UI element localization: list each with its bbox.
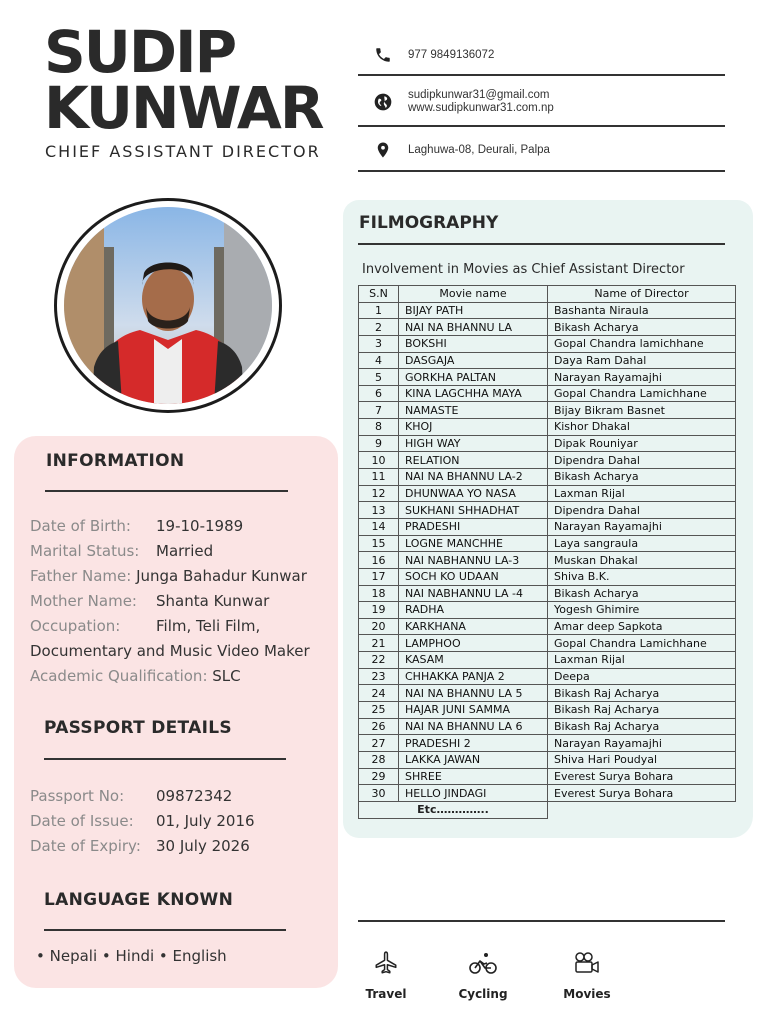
movie-name-cell: NAI NABHANNU LA -4 xyxy=(399,585,548,602)
serial-number-cell: 5 xyxy=(359,369,399,386)
table-row xyxy=(359,751,736,768)
hobby-travel xyxy=(346,950,426,1001)
issue-label: Date of Issue: xyxy=(30,812,134,830)
table-row xyxy=(359,668,736,685)
information-heading: INFORMATION xyxy=(46,451,185,471)
movie-name-cell: LAMPHOO xyxy=(399,635,548,652)
serial-number-cell: 18 xyxy=(359,585,399,602)
serial-number-cell: 24 xyxy=(359,685,399,702)
table-row xyxy=(359,485,736,502)
serial-number-cell: 25 xyxy=(359,702,399,719)
director-name-cell: Bikash Acharya xyxy=(548,585,736,602)
table-row xyxy=(359,518,736,535)
movie-name-cell: KHOJ xyxy=(399,419,548,436)
contact-phone xyxy=(358,36,725,76)
serial-number-cell: 15 xyxy=(359,535,399,552)
passport-no-value: 09872342 xyxy=(156,787,233,805)
director-name-cell: Laxman Rijal xyxy=(548,652,736,669)
movie-name-cell: RELATION xyxy=(399,452,548,469)
hobby-label: Cycling xyxy=(458,987,508,1001)
director-name-cell: Bikash Acharya xyxy=(548,469,736,486)
serial-number-cell: 11 xyxy=(359,469,399,486)
serial-number-cell: 16 xyxy=(359,552,399,569)
issue-value: 01, July 2016 xyxy=(156,812,255,830)
table-row xyxy=(359,369,736,386)
table-row xyxy=(359,335,736,352)
expiry-row xyxy=(30,837,250,855)
hobby-label: Movies xyxy=(563,987,611,1001)
column-header-director: Name of Director xyxy=(548,286,736,303)
profile-photo xyxy=(64,207,272,404)
movie-name-cell: LAKKA JAWAN xyxy=(399,751,548,768)
divider xyxy=(44,758,286,760)
serial-number-cell: 27 xyxy=(359,735,399,752)
column-header-sn: S.N xyxy=(359,286,399,303)
occupation-row xyxy=(30,617,261,635)
phone-number[interactable]: 977 9849136072 xyxy=(408,48,495,61)
serial-number-cell: 26 xyxy=(359,718,399,735)
dob-row xyxy=(30,517,244,535)
director-name-cell: Yogesh Ghimire xyxy=(548,602,736,619)
serial-number-cell: 22 xyxy=(359,652,399,669)
table-row xyxy=(359,685,736,702)
hobby-movies xyxy=(547,950,627,1001)
serial-number-cell: 21 xyxy=(359,635,399,652)
director-name-cell: Deepa xyxy=(548,668,736,685)
mother-value: Shanta Kunwar xyxy=(156,592,270,610)
serial-number-cell: 2 xyxy=(359,319,399,336)
director-name-cell: Bikash Raj Acharya xyxy=(548,702,736,719)
serial-number-cell: 3 xyxy=(359,335,399,352)
language-heading: LANGUAGE KNOWN xyxy=(44,890,234,910)
director-name-cell: Narayan Rayamajhi xyxy=(548,735,736,752)
marital-value: Married xyxy=(156,542,214,560)
serial-number-cell: 12 xyxy=(359,485,399,502)
passport-heading: PASSPORT DETAILS xyxy=(44,718,232,738)
academic-row xyxy=(30,667,241,685)
job-title: CHIEF ASSISTANT DIRECTOR xyxy=(45,142,321,161)
director-name-cell: Gopal Chandra Lamichhane xyxy=(548,635,736,652)
movie-name-cell: NAI NA BHANNU LA 5 xyxy=(399,685,548,702)
table-row xyxy=(359,552,736,569)
table-row xyxy=(359,718,736,735)
table-row xyxy=(359,602,736,619)
director-name-cell: Dipendra Dahal xyxy=(548,452,736,469)
movie-name-cell: HELLO JINDAGI xyxy=(399,785,548,802)
mother-label: Mother Name: xyxy=(30,592,137,610)
dob-label: Date of Birth: xyxy=(30,517,131,535)
serial-number-cell: 4 xyxy=(359,352,399,369)
table-row xyxy=(359,419,736,436)
movie-name-cell: DHUNWAA YO NASA xyxy=(399,485,548,502)
mother-row xyxy=(30,592,270,610)
director-name-cell: Bikash Raj Acharya xyxy=(548,718,736,735)
director-name-cell: Shiva Hari Poudyal xyxy=(548,751,736,768)
movie-name-cell: CHHAKKA PANJA 2 xyxy=(399,668,548,685)
contact-address xyxy=(358,130,725,172)
divider xyxy=(45,490,288,492)
director-name-cell: Narayan Rayamajhi xyxy=(548,369,736,386)
passport-no-row xyxy=(30,787,233,805)
filmography-heading: FILMOGRAPHY xyxy=(359,213,499,233)
movie-name-cell: NAMASTE xyxy=(399,402,548,419)
cyclist-icon xyxy=(469,963,497,980)
movie-name-cell: RADHA xyxy=(399,602,548,619)
table-row xyxy=(359,469,736,486)
movie-name-cell: HIGH WAY xyxy=(399,435,548,452)
serial-number-cell: 28 xyxy=(359,751,399,768)
serial-number-cell: 8 xyxy=(359,419,399,436)
filmography-subtitle: Involvement in Movies as Chief Assistant Director xyxy=(362,262,685,277)
contact-web xyxy=(358,79,725,127)
director-name-cell: Daya Ram Dahal xyxy=(548,352,736,369)
divider xyxy=(44,929,286,931)
marital-row xyxy=(30,542,214,560)
director-name-cell: Muskan Dhakal xyxy=(548,552,736,569)
divider xyxy=(358,920,725,922)
director-name-cell: Laxman Rijal xyxy=(548,485,736,502)
director-name-cell: Narayan Rayamajhi xyxy=(548,518,736,535)
movie-name-cell: SHREE xyxy=(399,768,548,785)
table-header-row xyxy=(359,286,736,303)
academic-label: Academic Qualification: xyxy=(30,667,208,685)
serial-number-cell: 10 xyxy=(359,452,399,469)
table-row xyxy=(359,768,736,785)
table-row xyxy=(359,785,736,802)
occupation-value: Film, Teli Film, xyxy=(156,617,261,635)
table-row xyxy=(359,568,736,585)
table-row xyxy=(359,618,736,635)
movie-name-cell: BIJAY PATH xyxy=(399,302,548,319)
passport-no-label: Passport No: xyxy=(30,787,125,805)
last-name: KUNWAR xyxy=(44,74,323,142)
movie-name-cell: BOKSHI xyxy=(399,335,548,352)
email-link[interactable]: sudipkunwar31@gmail.com xyxy=(408,89,550,101)
director-name-cell: Amar deep Sapkota xyxy=(548,618,736,635)
serial-number-cell: 29 xyxy=(359,768,399,785)
movie-name-cell: SOCH KO UDAAN xyxy=(399,568,548,585)
serial-number-cell: 19 xyxy=(359,602,399,619)
table-row xyxy=(359,402,736,419)
director-name-cell: Dipendra Dahal xyxy=(548,502,736,519)
serial-number-cell: 23 xyxy=(359,668,399,685)
movie-name-cell: NAI NA BHANNU LA xyxy=(399,319,548,336)
serial-number-cell: 20 xyxy=(359,618,399,635)
hobby-label: Travel xyxy=(365,987,407,1001)
director-name-cell: Everest Surya Bohara xyxy=(548,768,736,785)
phone-icon xyxy=(358,46,408,64)
movie-name-cell: NAI NA BHANNU LA-2 xyxy=(399,469,548,486)
first-name: SUDIP xyxy=(44,18,236,86)
director-name-cell: Laya sangraula xyxy=(548,535,736,552)
globe-icon xyxy=(358,92,408,112)
serial-number-cell: 17 xyxy=(359,568,399,585)
table-row xyxy=(359,502,736,519)
etc-cell: Etc………….. xyxy=(358,801,548,819)
movie-name-cell: KARKHANA xyxy=(399,618,548,635)
expiry-value: 30 July 2026 xyxy=(156,837,250,855)
table-row xyxy=(359,435,736,452)
father-row xyxy=(30,567,307,585)
table-row xyxy=(359,302,736,319)
movie-name-cell: SUKHANI SHHADHAT xyxy=(399,502,548,519)
table-row xyxy=(359,652,736,669)
movie-name-cell: HAJAR JUNI SAMMA xyxy=(399,702,548,719)
table-row xyxy=(359,535,736,552)
table-row xyxy=(359,585,736,602)
language-list: • Nepali • Hindi • English xyxy=(36,947,227,965)
movie-name-cell: DASGAJA xyxy=(399,352,548,369)
movie-name-cell: LOGNE MANCHHE xyxy=(399,535,548,552)
director-name-cell: Shiva B.K. xyxy=(548,568,736,585)
column-header-movie: Movie name xyxy=(399,286,548,303)
movie-name-cell: NAI NABHANNU LA-3 xyxy=(399,552,548,569)
serial-number-cell: 13 xyxy=(359,502,399,519)
serial-number-cell: 6 xyxy=(359,385,399,402)
academic-value: SLC xyxy=(212,667,241,685)
expiry-label: Date of Expiry: xyxy=(30,837,141,855)
movie-name-cell: PRADESHI xyxy=(399,518,548,535)
location-pin-icon xyxy=(358,140,408,160)
hobby-cycling xyxy=(443,950,523,1001)
dob-value: 19-10-1989 xyxy=(156,517,244,535)
table-row xyxy=(359,319,736,336)
director-name-cell: Gopal Chandra lamichhane xyxy=(548,335,736,352)
filmography-rows xyxy=(359,302,736,801)
issue-row xyxy=(30,812,255,830)
table-row xyxy=(359,635,736,652)
serial-number-cell: 14 xyxy=(359,518,399,535)
table-row xyxy=(359,452,736,469)
table-row xyxy=(359,385,736,402)
director-name-cell: Kishor Dhakal xyxy=(548,419,736,436)
occupation-continued: Documentary and Music Video Maker xyxy=(30,642,310,660)
person-name xyxy=(44,18,323,142)
movie-name-cell: KINA LAGCHHA MAYA xyxy=(399,385,548,402)
website-link[interactable]: www.sudipkunwar31.com.np xyxy=(408,102,554,114)
airplane-icon xyxy=(373,963,399,980)
movie-camera-icon xyxy=(573,963,601,980)
serial-number-cell: 30 xyxy=(359,785,399,802)
marital-label: Marital Status: xyxy=(30,542,140,560)
divider xyxy=(358,243,725,245)
occupation-label: Occupation: xyxy=(30,617,121,635)
table-row xyxy=(359,702,736,719)
movie-name-cell: KASAM xyxy=(399,652,548,669)
movie-name-cell: PRADESHI 2 xyxy=(399,735,548,752)
filmography-table xyxy=(358,285,736,802)
table-row xyxy=(359,735,736,752)
table-row xyxy=(359,352,736,369)
director-name-cell: Bikash Raj Acharya xyxy=(548,685,736,702)
address-text: Laghuwa-08, Deurali, Palpa xyxy=(408,143,550,156)
serial-number-cell: 7 xyxy=(359,402,399,419)
director-name-cell: Dipak Rouniyar xyxy=(548,435,736,452)
movie-name-cell: NAI NA BHANNU LA 6 xyxy=(399,718,548,735)
movie-name-cell: GORKHA PALTAN xyxy=(399,369,548,386)
director-name-cell: Gopal Chandra Lamichhane xyxy=(548,385,736,402)
father-label: Father Name: xyxy=(30,567,132,585)
director-name-cell: Bashanta Niraula xyxy=(548,302,736,319)
director-name-cell: Bikash Acharya xyxy=(548,319,736,336)
serial-number-cell: 1 xyxy=(359,302,399,319)
director-name-cell: Everest Surya Bohara xyxy=(548,785,736,802)
father-value: Junga Bahadur Kunwar xyxy=(136,567,307,585)
director-name-cell: Bijay Bikram Basnet xyxy=(548,402,736,419)
serial-number-cell: 9 xyxy=(359,435,399,452)
